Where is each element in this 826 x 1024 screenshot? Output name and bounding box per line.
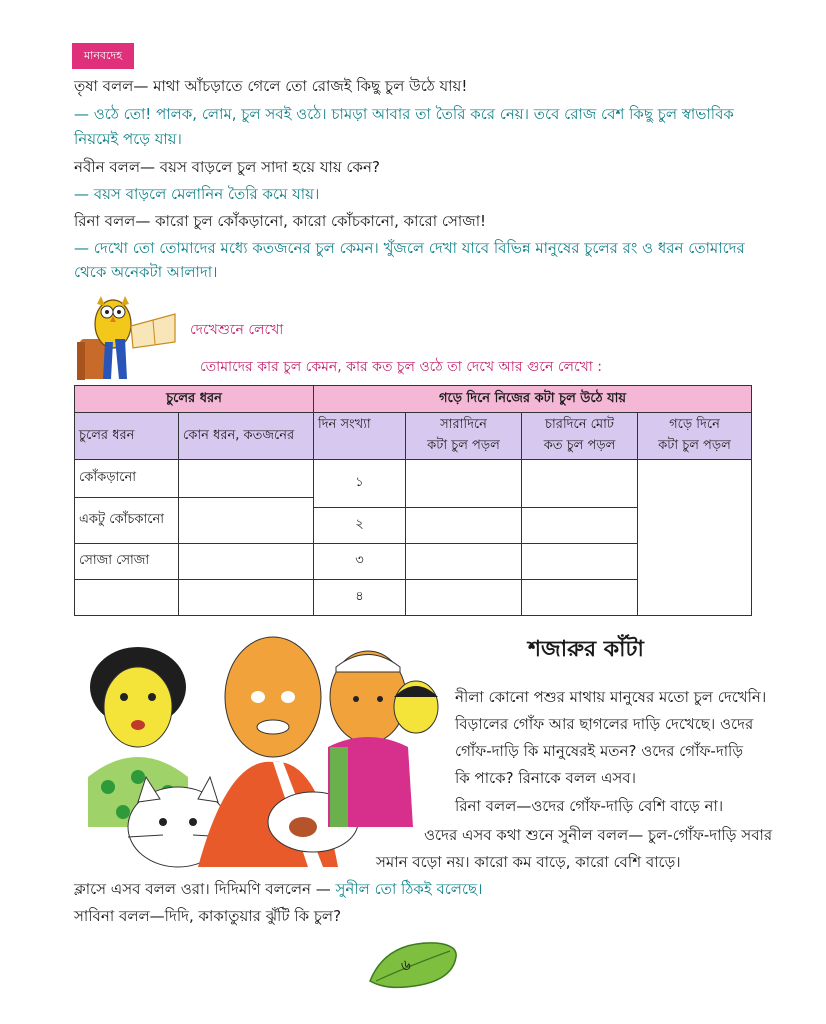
count-cell[interactable] — [179, 544, 314, 580]
activity-heading: দেখেশুনে লেখো — [190, 322, 284, 338]
total-cell[interactable] — [522, 508, 638, 544]
col-fallen-line1: সারাদিনে — [440, 417, 487, 432]
day-number: ৩ — [314, 544, 406, 580]
col-day-count: দিন সংখ্যা — [314, 413, 406, 460]
page-number: ৬ — [401, 956, 411, 974]
class-line-teal: সুনীল তো ঠিকই বলেছে। — [335, 880, 483, 898]
dialogue-line: — দেখো তো তোমাদের মধ্যে কতজনের চুল কেমন। খুঁজলে দেখা যাবে বিভিন্ন মানুষের চুলের রং ও ধরন তোমাদের — [74, 239, 745, 257]
col-total-line2: কত চুল পড়ল — [543, 438, 616, 453]
col-how-many: কোন ধরন, কতজনের — [179, 413, 314, 460]
blank-cell[interactable] — [179, 580, 314, 616]
total-cell[interactable] — [522, 544, 638, 580]
class-line — [74, 879, 482, 899]
story-line: গোঁফ-দাড়ি কি মানুষেরই মতন? ওদের গোঁফ-দাড়ি — [455, 742, 744, 760]
hair-type-wavy: একটু কোঁচকানো — [75, 498, 179, 544]
day-number: ২ — [314, 508, 406, 544]
hair-type-straight: সোজা সোজা — [75, 544, 179, 580]
col-hair-type: চুলের ধরন — [75, 413, 179, 460]
hair-fall-table — [74, 385, 751, 616]
story-line: ওদের এসব কথা শুনে সুনীল বলল— চুল-গোঁফ-দাড়ি সবার — [424, 826, 773, 844]
people-and-animals-illustration — [68, 627, 448, 872]
count-cell[interactable] — [179, 498, 314, 544]
col-avg-line1: গড়ে দিনে — [669, 417, 720, 432]
header-daily-loss-group: গড়ে দিনে নিজের কটা চুল উঠে যায় — [314, 386, 752, 413]
count-cell[interactable] — [179, 460, 314, 498]
hair-type-curly: কোঁকড়ানো — [75, 460, 179, 498]
dialogue-line: নিয়মেই পড়ে যায়। — [74, 130, 182, 148]
dialogue-line: — ওঠে তো! পালক, লোম, চুল সবই ওঠে। চামড়া আবার তা তৈরি করে নেয়। তবে রোজ বেশ কিছু চুল স্বাভাবিক — [74, 105, 734, 123]
col-fallen-line2: কটা চুল পড়ল — [427, 438, 500, 453]
blank-cell[interactable] — [75, 580, 179, 616]
activity-instruction: তোমাদের কার চুল কেমন, কার কত চুল ওঠে তা দেখে আর গুনে লেখো : — [200, 359, 603, 375]
col-total-line1: চারদিনে মোট — [545, 417, 614, 432]
class-line-black: ক্লাসে এসব বলল ওরা। দিদিমণি বললেন — — [74, 880, 336, 898]
dialogue-line: রিনা বলল— কারো চুল কোঁকড়ানো, কারো কোঁচকানো, কারো সোজা! — [74, 212, 487, 230]
col-four-day-total — [522, 413, 638, 460]
last-line: সাবিনা বলল—দিদি, কাকাতুয়ার ঝুঁটি কি চুল? — [74, 907, 342, 925]
fallen-cell[interactable] — [406, 544, 522, 580]
day-number: ৪ — [314, 580, 406, 616]
col-average — [638, 413, 752, 460]
day-number: ১ — [314, 460, 406, 508]
section-title: শজারুর কাঁটা — [528, 636, 644, 662]
dialogue-line: তৃষা বলল— মাথা আঁচড়াতে গেলে তো রোজই কিছু চুল উঠে যায়! — [74, 77, 468, 95]
story-line: বিড়ালের গোঁফ আর ছাগলের দাড়ি দেখেছে। ওদের — [455, 715, 754, 733]
fallen-cell[interactable] — [406, 580, 522, 616]
header-hair-type-group: চুলের ধরন — [75, 386, 314, 413]
fallen-cell[interactable] — [406, 460, 522, 508]
story-line: সমান বড়ো নয়। কারো কম বাড়ে, কারো বেশি বাড়ে। — [376, 853, 681, 871]
story-line: কি পাকে? রিনাকে বলল এসব। — [455, 769, 636, 787]
fallen-cell[interactable] — [406, 508, 522, 544]
dialogue-line: থেকে অনেকটা আলাদা। — [74, 263, 218, 281]
dialogue-line: নবীন বলল— বয়স বাড়লে চুল সাদা হয়ে যায় কেন? — [74, 158, 380, 176]
story-line: রিনা বলল—ওদের গোঁফ-দাড়ি বেশি বাড়ে না। — [455, 797, 724, 815]
dialogue-line: — বয়স বাড়লে মেলানিন তৈরি কমে যায়। — [74, 185, 320, 203]
leaf-icon — [366, 937, 462, 993]
col-avg-line2: কটা চুল পড়ল — [658, 438, 731, 453]
average-cell[interactable] — [638, 460, 752, 616]
col-fallen-per-day — [406, 413, 522, 460]
chapter-tag: মানবদেহ — [72, 43, 134, 69]
story-line: নীলা কোনো পশুর মাথায় মানুষের মতো চুল দেখেনি। — [455, 688, 767, 706]
owl-reading-illustration — [75, 284, 185, 384]
total-cell[interactable] — [522, 580, 638, 616]
total-cell[interactable] — [522, 460, 638, 508]
